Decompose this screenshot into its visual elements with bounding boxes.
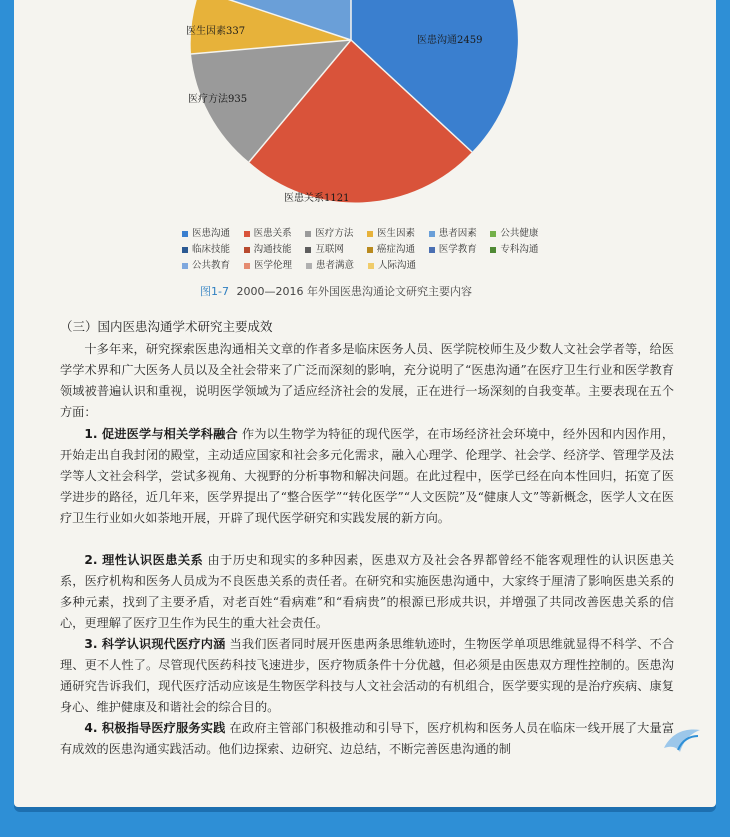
pie-chart bbox=[14, 0, 716, 240]
legend-item bbox=[429, 242, 491, 258]
legend-swatch bbox=[182, 247, 188, 253]
legend-item bbox=[244, 226, 306, 242]
legend-swatch bbox=[429, 231, 435, 237]
legend-label: 医患关系 bbox=[253, 228, 292, 239]
legend-row bbox=[182, 258, 552, 274]
point-paragraph-1 bbox=[60, 424, 674, 529]
legend-item bbox=[182, 242, 244, 258]
point-heading: 4. 积极指导医疗服务实践 bbox=[84, 721, 226, 735]
point-paragraph-4 bbox=[60, 718, 674, 760]
legend-label: 医学伦理 bbox=[254, 260, 293, 271]
legend-item bbox=[305, 226, 367, 242]
legend-swatch bbox=[367, 247, 373, 253]
pie-label-relationship: 医患关系1121 bbox=[284, 193, 350, 204]
legend-label: 沟通技能 bbox=[253, 244, 292, 255]
pie-label-medical-method: 医疗方法935 bbox=[188, 94, 248, 105]
legend-swatch bbox=[306, 263, 312, 269]
point-heading: 2. 理性认识医患关系 bbox=[84, 553, 204, 567]
legend-label: 医患沟通 bbox=[192, 228, 231, 239]
pie-label-doctor-factor: 医生因素337 bbox=[186, 26, 246, 37]
legend-swatch bbox=[490, 231, 496, 237]
point-body: 由于历史和现实的多种因素，医患双方及社会各界都曾经不能客观理性的认识医患关系，医疗机构和医务人员成为不良医患关系的责任者。在研究和实施医患沟通中，大家终于厘清了影响医患关系的多种元素，找到了主要矛盾，对老百姓“看病难”和“看病贵”的根源已形成共识，并增强了共同改善医患关系的信心，更理解了医疗卫生作为民生的重大社会责任。 bbox=[60, 553, 675, 630]
legend-row bbox=[182, 242, 552, 258]
intro-paragraph: 十多年来，研究探索医患沟通相关文章的作者多是临床医务人员、医学院校师生及少数人文社会学者等，给医学学术界和广大医务人员以及全社会带来了广泛而深刻的影响，充分说明了“医患沟通”在医疗卫生行业和医学教育领域被普遍认识和重视，说明医学领域为了适应经济社会的发展，正在进行一场深刻的自我变革。主要表现在五个方面： bbox=[60, 342, 674, 419]
legend-item bbox=[305, 242, 367, 258]
legend-label: 人际沟通 bbox=[378, 260, 417, 271]
legend-item bbox=[368, 258, 430, 274]
legend-row bbox=[182, 226, 552, 242]
legend-swatch bbox=[244, 231, 250, 237]
legend-item bbox=[429, 226, 491, 242]
point-body: 在政府主管部门积极推动和引导下，医疗机构和医务人员在临床一线开展了大量富有成效的医患沟通实践活动。他们边探索、边研究、边总结，不断完善医患沟通的制 bbox=[60, 721, 675, 756]
legend-item bbox=[306, 258, 368, 274]
figure-caption bbox=[200, 283, 472, 299]
legend-label: 医疗方法 bbox=[315, 228, 354, 239]
legend-item bbox=[367, 226, 429, 242]
legend-label: 专科沟通 bbox=[500, 244, 539, 255]
point-body: 作为以生物学为特征的现代医学，在市场经济社会环境中，经外因和内因作用，开始走出自我封闭的殿堂，主动适应国家和社会多元化需求，融入心理学、伦理学、社会学、经济学、管理学及法学等人文社会科学，尝试多视角、大视野的分析事物和解决问题。在此过程中，医学已经在向本性回归，拓宽了医学进步的路径，近几年来，医学界提出了“整合医学”“转化医学”“人文医院”及“健康人文”等新概念，医学人文在医疗卫生行业如火如荼地开展，开辟了现代医学研究和实践发展的新方向。 bbox=[60, 427, 675, 525]
legend-swatch bbox=[182, 231, 188, 237]
legend-swatch bbox=[490, 247, 496, 253]
point-heading: 3. 科学认识现代医疗内涵 bbox=[84, 637, 226, 651]
legend-label: 公共健康 bbox=[500, 228, 539, 239]
book-page bbox=[14, 0, 716, 807]
legend-item bbox=[367, 242, 429, 258]
legend-item bbox=[182, 226, 244, 242]
legend-swatch bbox=[182, 263, 188, 269]
legend-item bbox=[244, 258, 306, 274]
point-paragraph-3 bbox=[60, 634, 674, 718]
legend-swatch bbox=[305, 247, 311, 253]
legend-label: 互联网 bbox=[315, 244, 344, 255]
figure-number: 图1-7 bbox=[200, 285, 229, 298]
legend-item bbox=[490, 226, 552, 242]
legend-item bbox=[182, 258, 244, 274]
legend-swatch bbox=[305, 231, 311, 237]
legend-swatch bbox=[244, 247, 250, 253]
legend-label: 癌症沟通 bbox=[377, 244, 416, 255]
legend-swatch bbox=[244, 263, 250, 269]
pie-label-communication: 医患沟通2459 bbox=[417, 35, 483, 46]
legend-label: 公共教育 bbox=[192, 260, 231, 271]
legend-item bbox=[244, 242, 306, 258]
legend-label: 患者满意 bbox=[316, 260, 355, 271]
legend-swatch bbox=[368, 263, 374, 269]
legend-label: 医学教育 bbox=[438, 244, 477, 255]
point-heading: 1. 促进医学与相关学科融合 bbox=[84, 427, 238, 441]
chart-legend bbox=[182, 226, 552, 274]
legend-swatch bbox=[429, 247, 435, 253]
legend-label: 临床技能 bbox=[192, 244, 231, 255]
bird-logo-icon bbox=[660, 726, 704, 756]
figure-caption-text: 2000—2016 年外国医患沟通论文研究主要内容 bbox=[236, 285, 472, 298]
point-paragraph-2 bbox=[60, 550, 674, 634]
legend-item bbox=[490, 242, 552, 258]
legend-label: 医生因素 bbox=[377, 228, 416, 239]
legend-swatch bbox=[367, 231, 373, 237]
legend-label: 患者因素 bbox=[438, 228, 477, 239]
point-body: 当我们医者同时展开医患两条思维轨迹时，生物医学单项思维就显得不科学、不合理、更不人性了。尽管现代医药科技飞速进步，医疗物质条件十分优越，但必须是由医患双方理性控制的。医患沟通研究告诉我们，现代医疗活动应该是生物医学科技与人文社会活动的有机组合，医学要实现的是治疗疾病、康复身心、维护健康及和谐社会的综合目的。 bbox=[60, 637, 675, 714]
section-title: （三）国内医患沟通学术研究主要成效 bbox=[60, 319, 273, 334]
